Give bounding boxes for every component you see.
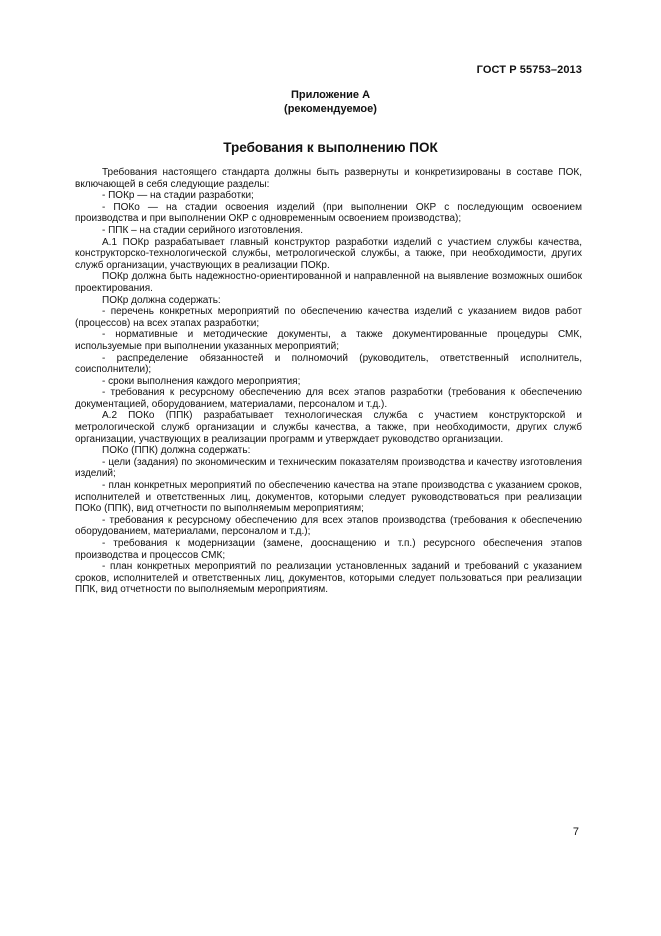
list-item: - сроки выполнения каждого мероприятия; (102, 375, 301, 387)
list-item: - требования к ресурсному обеспечению для всех этапов разработки (требования к обеспечению документацией, оборудованием, материалами, персоналом и т.д.). (75, 387, 582, 410)
list-item: - цели (задания) по экономическим и техническим показателям производства и качеству изготовления изделий; (75, 456, 582, 480)
paragraph: ПОКр должна быть надежностно-ориентированной и направленной на выявление возможных ошибок проектирования. (75, 271, 582, 294)
list-item: - ППК – на стадии серийного изготовления. (102, 224, 304, 236)
list-item: - нормативные и методические документы, а также документированные процедуры СМК, используемые при выполнении указанных мероприятий; (75, 329, 582, 352)
paragraph: А.1 ПОКр разрабатывает главный конструктор разработки изделий с участием службы качества, конструкторско-технологической службы, метрологической службы, а также, при необходимости, других служб организации, участвующих в реализации ПОКр. (75, 236, 582, 271)
paragraph: А.2 ПОКо (ППК) разрабатывает технологическая служба с участием конструкторской и метрологической служб организации и службы качества, а также, при необходимости, других служб организации, участвующих в реализации программ и утверждает руководство организации. (75, 410, 582, 445)
list-item: - ПОКр — на стадии разработки; (102, 190, 254, 202)
annex-heading (0, 88, 661, 116)
body-text (75, 167, 582, 596)
list-item: - план конкретных мероприятий по реализации установленных заданий и требований с указанием сроков, исполнителей и ответственных лиц, документов, которыми следует пользоваться при реализации ППК, вид отчетности по выполняемым мероприятиям. (75, 561, 582, 596)
paragraph: ПОКр должна содержать: (102, 294, 221, 306)
list-item: - план конкретных мероприятий по обеспечению качества на этапе производства с указанием сроков, исполнителей и ответственных лиц, документов, которыми следует руководствоваться при реализации ПОКо (ППК), вид отчетности по выполняемым мероприятиям; (75, 480, 582, 515)
list-item: - перечень конкретных мероприятий по обеспечению качества изделий с указанием видов работ (процессов) на всех этапах разработки; (75, 306, 582, 329)
annex-status: (рекомендуемое) (284, 103, 377, 115)
annex-title: Приложение А (290, 89, 371, 101)
page-number: 7 (572, 826, 579, 838)
list-item: - ПОКо — на стадии освоения изделий (при выполнении ОКР с последующим освоением производства и при выполнении ОКР с одновременным освоением производства); (75, 201, 582, 225)
list-item: - требования к ресурсному обеспечению для всех этапов производства (требования к обеспечению оборудованием, материалами, персоналом и т.д.); (75, 514, 582, 538)
list-item: - распределение обязанностей и полномочий (руководитель, ответственный исполнитель, соисполнители); (75, 352, 582, 376)
standard-code: ГОСТ Р 55753–2013 (476, 64, 582, 76)
list-item: - требования к модернизации (замене, дооснащению и т.п.) ресурсного обеспечения этапов производства и процессов СМК; (75, 538, 582, 561)
section-title: Требования к выполнению ПОК (223, 140, 438, 155)
paragraph: ПОКо (ППК) должна содержать: (102, 445, 251, 457)
paragraph: Требования настоящего стандарта должны быть развернуты и конкретизированы в составе ПОК, включающей в себя следующие разделы: (75, 167, 582, 190)
